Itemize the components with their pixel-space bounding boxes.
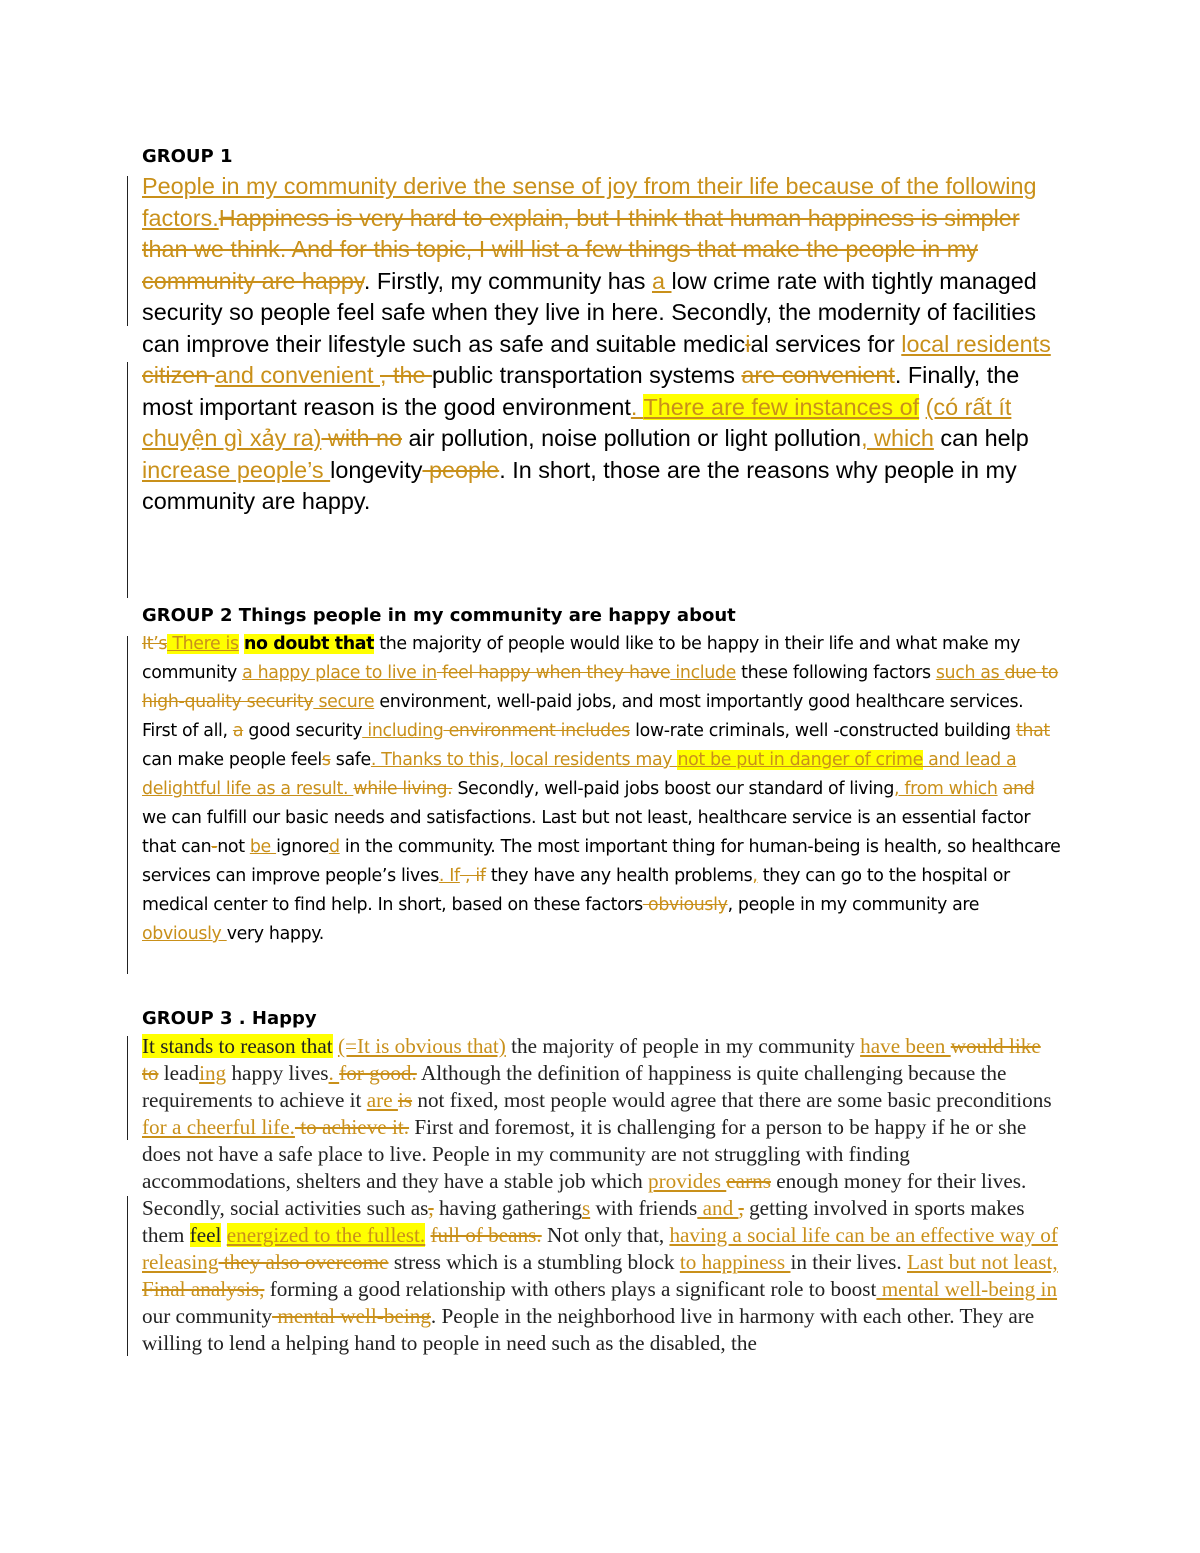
text-run: lead [158,1061,200,1085]
inserted-text: People in my community derive the sense of joy from their life because of the following factors. [142,173,1037,231]
group-3-section [142,1008,1062,1357]
text-run: can make people feel [142,750,322,770]
inserted-text: such as [935,663,1005,683]
inserted-text: including [362,721,444,741]
inserted-text: . [630,393,644,420]
text-run: they can go to the hospital or medical center to find help. In short, based on these factors [142,866,1010,915]
inserted-text: . If [438,866,460,886]
inserted-text: and [697,1196,739,1220]
inserted-text: secure [313,692,375,712]
deleted-text: to achieve it. [294,1115,410,1139]
deleted-text: they also overcome [218,1250,389,1274]
inserted-text: increase people’s [142,456,331,483]
inserted-highlighted-text: There are few instances of [643,393,920,420]
deleted-text: obviously [642,895,728,915]
text-run: , people in my community are [727,895,980,915]
deleted-text: and [1002,779,1035,799]
text-run: we can fulfill our basic needs and satisfactions. Last but not least, healthcare service is an essential factor that can [142,808,1031,857]
deleted-text: Final analysis, [142,1277,265,1301]
deleted-text: while living. [353,779,453,799]
text-run: environment, well-paid jobs, and most importantly good healthcare services. First of all, [142,692,1024,741]
text-run: safe [330,750,371,770]
text-run: al services for [750,330,902,357]
deleted-text: a [232,721,244,741]
inserted-text: . [328,1061,340,1085]
deleted-text: - [211,837,218,857]
inserted-text: to happiness [679,1250,791,1274]
deleted-text: would like to [142,1034,1041,1085]
inserted-text: a [651,267,672,294]
deleted-text: , [738,1196,744,1220]
inserted-text: having a social life can be an effective way of releasing [142,1223,1058,1274]
group-1-section [142,146,1062,518]
text-run: very happy. [226,924,324,944]
deleted-text: for good. [339,1061,417,1085]
bold-highlighted-text: no doubt that [243,634,375,654]
text-run: air pollution, noise pollution or light pollution [402,425,862,451]
group-2-section [142,605,1062,949]
inserted-text: local residents [901,330,1051,357]
inserted-text: have been [860,1034,951,1058]
deleted-text: is [397,1088,413,1112]
text-run: not fixed, most people would agree that there are some basic preconditions [412,1088,1052,1112]
text-run: in their lives. [790,1250,907,1274]
inserted-text: a happy place to live in [242,663,437,683]
text-run: First and foremost, it is challenging for a person to be happy if he or she does not have a safe place to live. People in my community are not struggling with finding accommodations, shelters and they have a stable job which [142,1115,1027,1193]
text-run: with friends [590,1196,698,1220]
text-run: . In short, those are the reasons why people in my community are happy. [142,456,1017,514]
change-bar [127,1196,128,1356]
inserted-text: mental well-being in [876,1277,1058,1301]
text-run: stress which is a stumbling block [388,1250,680,1274]
inserted-highlighted-text: There is [167,634,239,654]
inserted-text: s [581,1196,591,1220]
deleted-text: due to high-quality security [142,663,1059,712]
inserted-text: and convenient [214,362,380,388]
text-run: enough money for their lives. Secondly, social activities such as [142,1169,1027,1220]
inserted-highlighted-text: energized to the fullest. [226,1223,426,1247]
text-run: the majority of people in my community [505,1034,861,1058]
change-bar [127,1036,128,1140]
text-run: forming a good relationship with others plays a significant role to boost [264,1277,877,1301]
deleted-text: It’s [142,634,168,654]
text-run: good security [243,721,363,741]
deleted-text: full of beans. [430,1223,542,1247]
inserted-text: . Thanks to this, local residents may [370,750,678,770]
text-run: can help [933,425,1029,451]
deleted-text: , [428,1196,434,1220]
change-bar [127,636,128,974]
text-run: these following factors [735,663,936,683]
deleted-text: environment includes [443,721,630,741]
text-run: low-rate criminals, well -constructed building [629,721,1016,741]
inserted-text: (có rất ít chuyện gì xảy ra) [142,393,1012,451]
text-run: happy lives [226,1061,329,1085]
deleted-text: , the [379,362,432,388]
highlighted-text: feel [189,1223,222,1247]
text-run: Although the definition of happiness is quite challenging because the requirements to achieve it [142,1061,1007,1112]
text-run [221,1223,226,1247]
inserted-text: (=It is obvious that) [337,1034,506,1058]
highlighted-text: It stands to reason that [142,1034,333,1058]
text-run: . People in the neighborhood live in harmony with each other. They are willing to lend a helping hand to people in need such as the disabled, the [142,1304,1035,1355]
inserted-text: Last but not least, [906,1250,1058,1274]
text-run: ignore [276,837,329,857]
inserted-text: , [752,866,758,886]
deleted-text: people [422,456,500,483]
deleted-text: earns [726,1169,771,1193]
group-3-paragraph [142,1033,1062,1357]
inserted-text: are [366,1088,398,1112]
deleted-text: i [745,330,751,357]
text-run: in the community. The most important thing for human-being is health, so healthcare services can improve people’s lives [142,837,1061,886]
deleted-text: feel happy when they have [436,663,671,683]
text-run: the majority of people would like to be happy in their life and what make my community [142,634,1021,683]
deleted-text: with no [321,425,403,451]
deleted-text: that [1015,721,1050,741]
inserted-text: d [328,837,340,857]
deleted-text: citizen [142,362,215,388]
inserted-text: include [670,663,736,683]
group-1-paragraph [142,171,1062,518]
text-run: getting involved in sports makes them [142,1196,1025,1247]
text-run: our community [142,1304,273,1328]
deleted-text: Happiness is very hard to explain, but I think that human happiness is simpler than we think. And for this topic, I will list a few things that make the people in my community are happy [142,204,1020,294]
inserted-text: obviously [142,924,227,944]
text-run: Not only that, [541,1223,670,1247]
text-run: longevity [330,456,423,483]
text-run: . Finally, the most important reason is the good environment [142,362,1020,420]
text-run: low crime rate with tightly managed security so people feel safe when they live in here. Secondly, the modernity of facilities can improve their lifestyle such as safe and suitable medic [142,267,1037,357]
inserted-text: , which [861,425,934,451]
group-3-heading: GROUP 3 . Happy [142,1008,317,1029]
deleted-text: , if [459,866,486,886]
text-run: public transportation systems [432,362,742,388]
inserted-text: for a cheerful life. [142,1115,295,1139]
text-run: Secondly, well-paid jobs boost our standard of living [452,779,895,799]
text-run: . Firstly, my community has [363,267,652,294]
inserted-text: and lead a delightful life as a result. [142,750,1017,799]
text-run: not [217,837,250,857]
inserted-text: ing [199,1061,227,1085]
change-bar [127,362,128,598]
inserted-highlighted-text: not be put in danger of crime [677,750,923,770]
text-run: having gathering [433,1196,582,1220]
group-2-paragraph [142,630,1062,949]
inserted-text: provides [648,1169,727,1193]
text-run: they have any health problems [485,866,753,886]
group-2-heading: GROUP 2 Things people in my community are happy about [142,605,736,626]
inserted-text: , from which [894,779,998,799]
deleted-text: are convenient [741,362,895,388]
inserted-text: be [249,837,277,857]
change-bar [127,176,128,326]
deleted-text: s [321,750,331,770]
group-1-heading: GROUP 1 [142,146,233,167]
deleted-text: mental well-being [272,1304,431,1328]
